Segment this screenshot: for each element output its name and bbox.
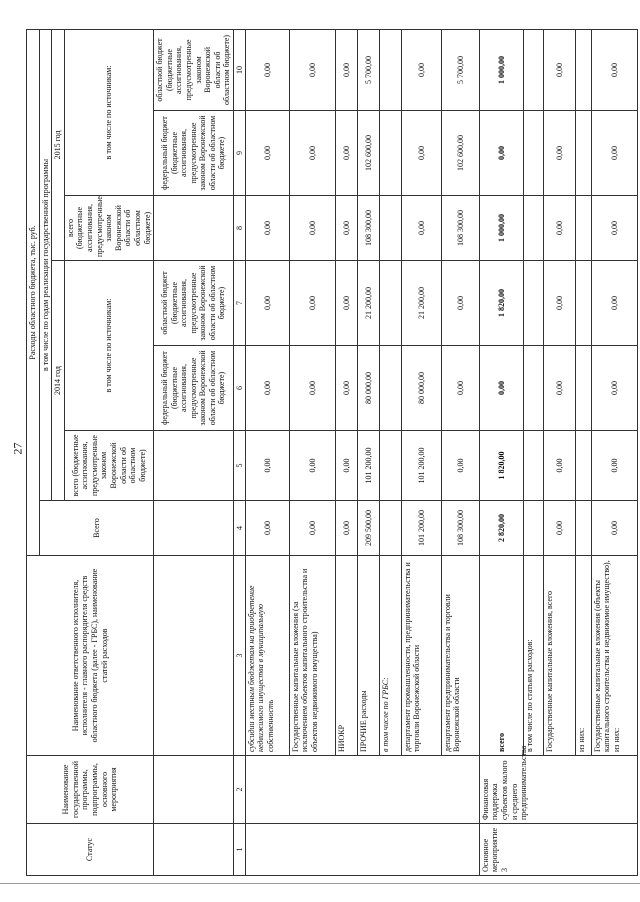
value-cell: 0,00	[289, 501, 335, 556]
header-2015-regional: областной бюджет (бюджетные ассигнования, предусмотренные законом Воронежской области об областном бюджете)	[154, 29, 234, 110]
header-year-2014: 2014 год	[52, 261, 65, 501]
value-cell-empty	[379, 196, 401, 261]
value-cell: 0,00	[441, 431, 479, 501]
header-empty-3	[154, 556, 234, 756]
status-cell-empty	[245, 824, 479, 876]
index-cell: 9	[233, 111, 245, 196]
status-cell: Основное мероприятие 3	[479, 824, 637, 876]
page-number: 27	[10, 442, 25, 455]
value-cell: 0,00	[543, 431, 575, 501]
header-empty-2	[154, 756, 234, 824]
program-cell: Финансовая поддержка субъектов малого и среднего предпринимательства	[479, 756, 637, 824]
table-row	[523, 29, 543, 875]
value-cell: 0,00	[335, 196, 357, 261]
value-cell: 0,00	[289, 261, 335, 346]
table-row	[379, 29, 401, 875]
row-name: всего	[479, 556, 523, 756]
index-cell: 6	[233, 346, 245, 431]
value-cell: 21 200,00	[401, 261, 441, 346]
header-status: Статус	[27, 824, 154, 876]
value-cell-empty	[523, 111, 543, 196]
expenses-table	[26, 29, 638, 876]
value-cell: 0,00	[245, 196, 289, 261]
row-name: Государственные капитальные вложения (объекты капитального строительства и недвижимое имущество), из них:	[591, 556, 637, 756]
value-cell: 0,00	[441, 261, 479, 346]
table-row	[591, 29, 637, 875]
header-2014-sources: в том числе по источникам:	[64, 261, 153, 431]
header-2015-sources: в том числе по источникам:	[64, 29, 153, 195]
table-row	[479, 29, 523, 875]
value-cell: 0,00	[479, 346, 523, 431]
value-cell: 0,00	[335, 346, 357, 431]
value-cell: 108 300,00	[441, 501, 479, 556]
header-year-2015: 2015 год	[52, 29, 65, 260]
index-cell: 1	[233, 824, 245, 876]
header-empty-8	[154, 196, 234, 261]
value-cell-empty	[379, 111, 401, 196]
value-cell: 0,00	[245, 29, 289, 110]
index-cell: 4	[233, 501, 245, 556]
value-cell-empty	[575, 261, 591, 346]
row-name: в том числе по статьям расходов:	[523, 556, 543, 756]
header-executor: Наименование ответственного исполнителя, исполнителя - главного распорядителя средств областного бюджета (далее - ГРБС), наименование статей расходов	[27, 556, 154, 756]
header-program: Наименование государственной программы, подпрограммы, основного мероприятия	[27, 756, 154, 824]
value-cell-empty	[523, 29, 543, 110]
value-cell: 0,00	[289, 111, 335, 196]
header-2014-all: всего (бюджетные ассигнования, предусмотренные законом Воронежской области об областном бюджете)	[64, 431, 153, 501]
value-cell-empty	[575, 431, 591, 501]
header-empty-4	[154, 501, 234, 556]
index-cell: 3	[233, 556, 245, 756]
row-name: Государственные капитальные вложения, всего	[543, 556, 575, 756]
row-name: департамент промышленности, предпринимательства и торговли Воронежской области	[401, 556, 441, 756]
value-cell-empty	[523, 346, 543, 431]
header-empty-1	[154, 824, 234, 876]
value-cell: 101 200,00	[401, 501, 441, 556]
value-cell-empty	[379, 346, 401, 431]
value-cell: 0,00	[245, 501, 289, 556]
table-row	[575, 29, 591, 875]
index-cell: 5	[233, 431, 245, 501]
value-cell: 0,00	[543, 29, 575, 110]
value-cell-empty	[575, 346, 591, 431]
value-cell-empty	[379, 29, 401, 110]
value-cell: 0,00	[289, 431, 335, 501]
value-cell: 108 300,00	[441, 196, 479, 261]
value-cell: 0,00	[335, 111, 357, 196]
value-cell: 80 000,00	[357, 346, 379, 431]
value-cell: 0,00	[245, 261, 289, 346]
value-cell: 0,00	[591, 29, 637, 110]
value-cell: 21 200,00	[357, 261, 379, 346]
header-by-years: в том числе по годам реализации государственной программы	[39, 29, 52, 500]
value-cell: 0,00	[289, 196, 335, 261]
value-cell: 0,00	[591, 111, 637, 196]
value-cell: 0,00	[245, 431, 289, 501]
value-cell-empty	[575, 111, 591, 196]
rotated-table-frame	[26, 30, 622, 876]
value-cell: 0,00	[401, 111, 441, 196]
value-cell: 80 000,00	[401, 346, 441, 431]
row-name: департамент предпринимательства и торговли Воронежской области	[441, 556, 479, 756]
value-cell: 0,00	[335, 261, 357, 346]
value-cell: 0,00	[543, 196, 575, 261]
value-cell: 0,00	[591, 261, 637, 346]
value-cell: 0,00	[335, 431, 357, 501]
row-name: Государственные капитальные вложения (за исключением объектов капитального строительства и объектов недвижимого имущества)	[289, 556, 335, 756]
value-cell: 2 820,00	[479, 501, 523, 556]
value-cell-empty	[523, 501, 543, 556]
header-2014-regional: областной бюджет (бюджетные ассигнования, предусмотренные законом Воронежской области об областном бюджете)	[154, 261, 234, 346]
row-name: в том числе по ГРБС:	[379, 556, 401, 756]
value-cell: 0,00	[401, 29, 441, 110]
value-cell: 0,00	[289, 29, 335, 110]
value-cell-empty	[575, 501, 591, 556]
value-cell: 5 700,00	[441, 29, 479, 110]
value-cell: 0,00	[245, 111, 289, 196]
value-cell-empty	[379, 501, 401, 556]
value-cell: 1 000,00	[479, 29, 523, 110]
value-cell: 0,00	[543, 501, 575, 556]
table-row	[335, 29, 357, 875]
table-row	[401, 29, 441, 875]
table-row	[441, 29, 479, 875]
row-name: из них:	[575, 556, 591, 756]
value-cell: 0,00	[441, 346, 479, 431]
header-total: Всего	[39, 501, 154, 556]
value-cell: 0,00	[335, 29, 357, 110]
value-cell: 101 200,00	[357, 431, 379, 501]
row-name: субсидии местным бюджетам на приобретение недвижимого имущества в муниципальную собственность	[245, 556, 289, 756]
index-cell: 2	[233, 756, 245, 824]
page-edge-divider	[0, 883, 640, 884]
value-cell: 0,00	[591, 346, 637, 431]
value-cell: 0,00	[591, 501, 637, 556]
value-cell: 102 600,00	[357, 111, 379, 196]
index-cell: 7	[233, 261, 245, 346]
header-2015-federal: федеральный бюджет (бюджетные ассигнования, предусмотренные законом Воронежской области об областном бюджете)	[154, 111, 234, 196]
index-cell: 8	[233, 196, 245, 261]
table-row	[289, 29, 335, 875]
program-cell-empty	[245, 756, 479, 824]
row-name: НИОКР	[335, 556, 357, 756]
header-empty-5	[154, 431, 234, 501]
value-cell-empty	[379, 261, 401, 346]
header-expenses-title: Расходы областного бюджета, тыс. руб.	[27, 29, 40, 555]
value-cell-empty	[575, 196, 591, 261]
row-name: ПРОЧИЕ расходы	[357, 556, 379, 756]
header-2015-all: всего (бюджетные ассигнования, предусмотренные законом Воронежской области об областном бюджете)	[64, 196, 153, 261]
index-cell: 10	[233, 29, 245, 110]
value-cell: 108 300,00	[357, 196, 379, 261]
value-cell-empty	[523, 261, 543, 346]
value-cell-empty	[379, 431, 401, 501]
value-cell-empty	[575, 29, 591, 110]
value-cell: 0,00	[543, 111, 575, 196]
value-cell: 1 820,00	[479, 261, 523, 346]
value-cell: 101 200,00	[401, 431, 441, 501]
value-cell: 0,00	[479, 111, 523, 196]
table-row	[245, 29, 289, 875]
value-cell: 0,00	[335, 501, 357, 556]
table-row	[357, 29, 379, 875]
value-cell: 5 700,00	[357, 29, 379, 110]
value-cell: 0,00	[401, 196, 441, 261]
value-cell: 1 820,00	[479, 431, 523, 501]
value-cell: 0,00	[245, 346, 289, 431]
value-cell: 0,00	[289, 346, 335, 431]
header-2014-federal: федеральный бюджет (бюджетные ассигнования, предусмотренные законом Воронежской области об областном бюджете)	[154, 346, 234, 431]
value-cell: 102 600,00	[441, 111, 479, 196]
value-cell: 209 500,00	[357, 501, 379, 556]
table-row	[543, 29, 575, 875]
value-cell-empty	[523, 431, 543, 501]
value-cell-empty	[523, 196, 543, 261]
value-cell: 1 000,00	[479, 196, 523, 261]
value-cell: 0,00	[543, 261, 575, 346]
value-cell: 0,00	[543, 346, 575, 431]
value-cell: 0,00	[591, 196, 637, 261]
value-cell: 0,00	[591, 431, 637, 501]
